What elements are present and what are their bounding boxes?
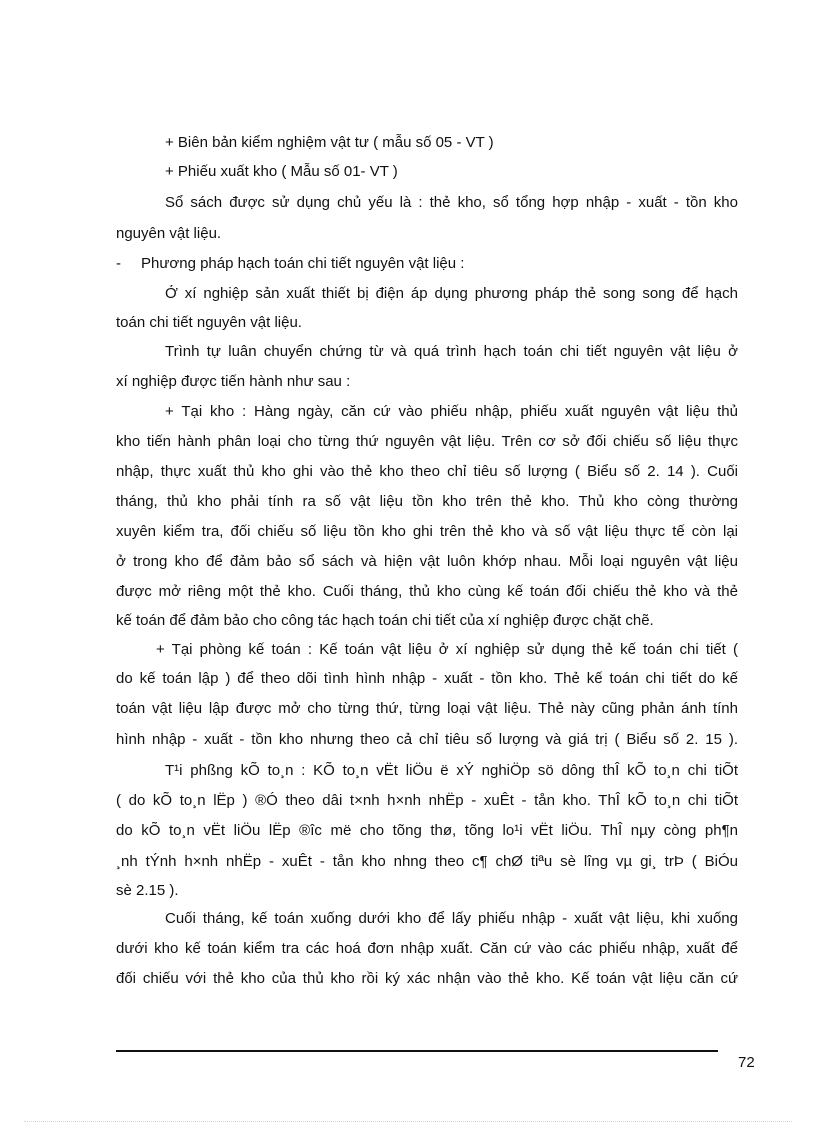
body-line-3: Sổ sách được sử dụng chủ yếu là : thẻ kho, sổ tổng hợp nhập - xuất - tồn kho [165,194,738,211]
body-line-22: Cuối tháng, kế toán xuống dưới kho để lấy phiếu nhập - xuất vật liệu, khi xuống [165,910,738,927]
body-line-24: đối chiếu với thẻ kho của thủ kho rồi ký xác nhận vào thẻ kho. Kế toán vật liệu căn cứ [116,970,738,987]
body-line-12: nhập, thực xuất thủ kho ghi vào thẻ kho theo chỉ tiêu số lượng ( Biểu số 2. 14 ). Cuối [116,463,738,480]
body-line-17: kế toán để đảm bảo cho công tác hạch toán chi tiết của xí nghiệp được chặt chẽ. [116,612,654,629]
body-line-15: ở trong kho để đảm bảo sổ sách và hiện vật luôn khớp nhau. Mỗi loại nguyên vật liệu [116,553,738,570]
body-line-2: + Phiếu xuất kho ( Mẫu số 01- VT ) [165,163,398,180]
body-line-11: kho tiến hành phân loại cho từng thứ nguyên vật liệu. Trên cơ sở đối chiếu số liệu thực [116,433,738,450]
body-line-5: Phương pháp hạch toán chi tiết nguyên vật liệu : [141,255,465,272]
body-line-20: toán vật liệu lập được mở cho từng thứ, từng loại vật liệu. Thẻ này cũng phản ánh tính [116,700,738,717]
body-line-16: được mở riêng một thẻ kho. Cuối tháng, thủ kho cùng kế toán đối chiếu thẻ kho và thẻ [116,583,738,600]
body-line-7: toán chi tiết nguyên vật liệu. [116,314,302,331]
body-line-21: hình nhập - xuất - tồn kho nhưng theo cả chỉ tiêu số lượng và giá trị ( Biểu số 2. 15 ). [116,731,738,748]
footer-rule [116,1050,718,1052]
body-line-18: + Tại phòng kế toán : Kế toán vật liệu ở xí nghiệp sử dụng thẻ kế toán chi tiết ( [156,641,738,658]
body-line-10: + Tại kho : Hàng ngày, căn cứ vào phiếu nhập, phiếu xuất nguyên vật liệu thủ [165,403,738,420]
garbled-line-4: ¸nh tÝnh h×nh nhËp - xuÊt - tån kho nhng theo c¶ chØ tiªu sè lîng vµ gi¸ trÞ ( BiÓu [116,853,738,870]
garbled-line-3: do kÕ to¸n vËt liÖu lËp ®îc më cho tõng thø, tõng lo¹i vËt liÖu. ThÎ nµy còng ph¶n [116,822,738,839]
garbled-line-5: sè 2.15 ). [116,882,179,899]
body-line-4: nguyên vật liệu. [116,225,222,242]
body-line-8: Trình tự luân chuyển chứng từ và quá trình hạch toán chi tiết nguyên vật liệu ở [165,343,738,360]
body-line-1: + Biên bản kiểm nghiệm vật tư ( mẫu số 05 - VT ) [165,134,494,151]
body-line-19: do kế toán lập ) để theo dõi tình hình nhập - xuất - tồn kho. Thẻ kế toán chi tiết do kế [116,670,738,687]
list-dash: - [116,255,121,272]
page-number: 72 [738,1054,755,1071]
garbled-line-2: ( do kÕ to¸n lËp ) ®Ó theo dâi t×nh h×nh nhËp - xuÊt - tån kho. ThÎ kÕ to¸n chi tiÕt [116,792,738,809]
body-line-23: dưới kho kế toán kiểm tra các hoá đơn nhập xuất. Căn cứ vào các phiếu nhập, xuất để [116,940,738,957]
body-line-14: xuyên kiểm tra, đối chiếu số liệu tồn kho ghi trên thẻ kho và số vật liệu thực tế còn lại [116,523,738,540]
body-line-13: tháng, thủ kho phải tính ra số vật liệu tồn kho trên thẻ kho. Thủ kho còng thường [116,493,738,510]
garbled-line-1: T¹i phßng kÕ to¸n : KÕ to¸n vËt liÖu ë xÝ nghiÖp sö dông thÎ kÕ to¸n chi tiÕt [165,762,738,779]
page-bottom-border [24,1121,792,1122]
body-line-9: xí nghiệp được tiến hành như sau : [116,373,351,390]
body-line-6: Ở xí nghiệp sản xuất thiết bị điện áp dụng phương pháp thẻ song song để hạch [165,285,738,302]
